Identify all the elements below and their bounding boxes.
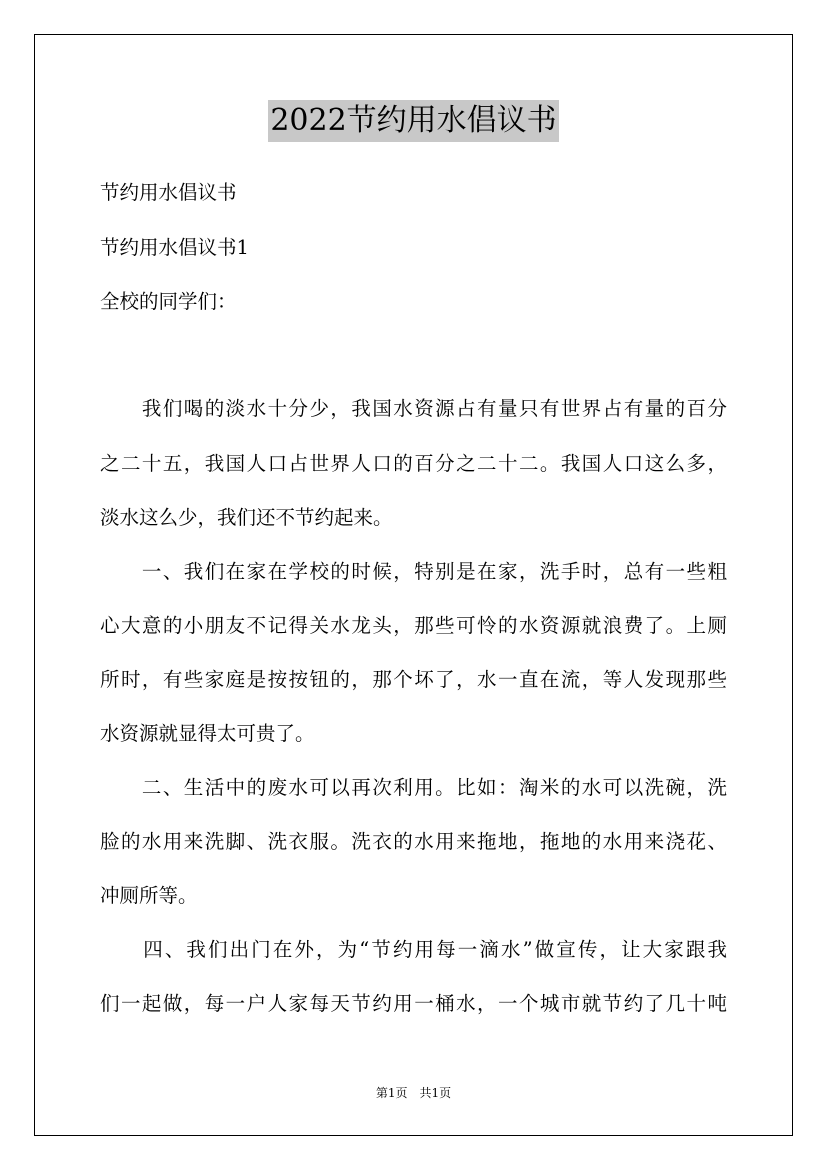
paragraph-1-line-2: 之二十五，我国人口占世界人口的百分之二十二。我国人口这么多， — [100, 452, 727, 475]
heading-2: 节约用水倡议书1 — [100, 236, 249, 259]
paragraph-2-line-3: 所时，有些家庭是按按钮的，那个坏了，水一直在流，等人发现那些 — [100, 668, 727, 691]
paragraph-2-line-2: 心大意的小朋友不记得关水龙头，那些可怜的水资源就浪费了。上厕 — [100, 614, 727, 637]
paragraph-3-line-2: 脸的水用来洗脚、洗衣服。洗衣的水用来拖地，拖地的水用来浇花、 — [100, 830, 727, 853]
heading-1: 节约用水倡议书 — [100, 181, 237, 204]
paragraph-2-line-4: 水资源就显得太可贵了。 — [100, 722, 315, 745]
paragraph-1-line-3: 淡水这么少，我们还不节约起来。 — [100, 506, 393, 529]
paragraph-1-line-1: 我们喝的淡水十分少，我国水资源占有量只有世界占有量的百分 — [100, 397, 727, 420]
paragraph-3-line-3: 冲厕所等。 — [100, 884, 198, 907]
document-title: 2022节约用水倡议书 — [268, 100, 558, 142]
paragraph-4-line-1: 四、我们出门在外，为“节约用每一滴水”做宣传，让大家跟我 — [100, 938, 727, 961]
paragraph-3-line-1: 二、生活中的废水可以再次利用。比如：淘米的水可以洗碗，洗 — [100, 776, 727, 799]
paragraph-2-line-1: 一、我们在家在学校的时候，特别是在家，洗手时，总有一些粗 — [100, 560, 727, 583]
title-container — [0, 100, 827, 142]
page-footer: 第1页 共1页 — [375, 1086, 452, 1100]
paragraph-4-line-2: 们一起做，每一户人家每天节约用一桶水，一个城市就节约了几十吨 — [100, 992, 727, 1015]
salutation: 全校的同学们： — [100, 290, 237, 313]
